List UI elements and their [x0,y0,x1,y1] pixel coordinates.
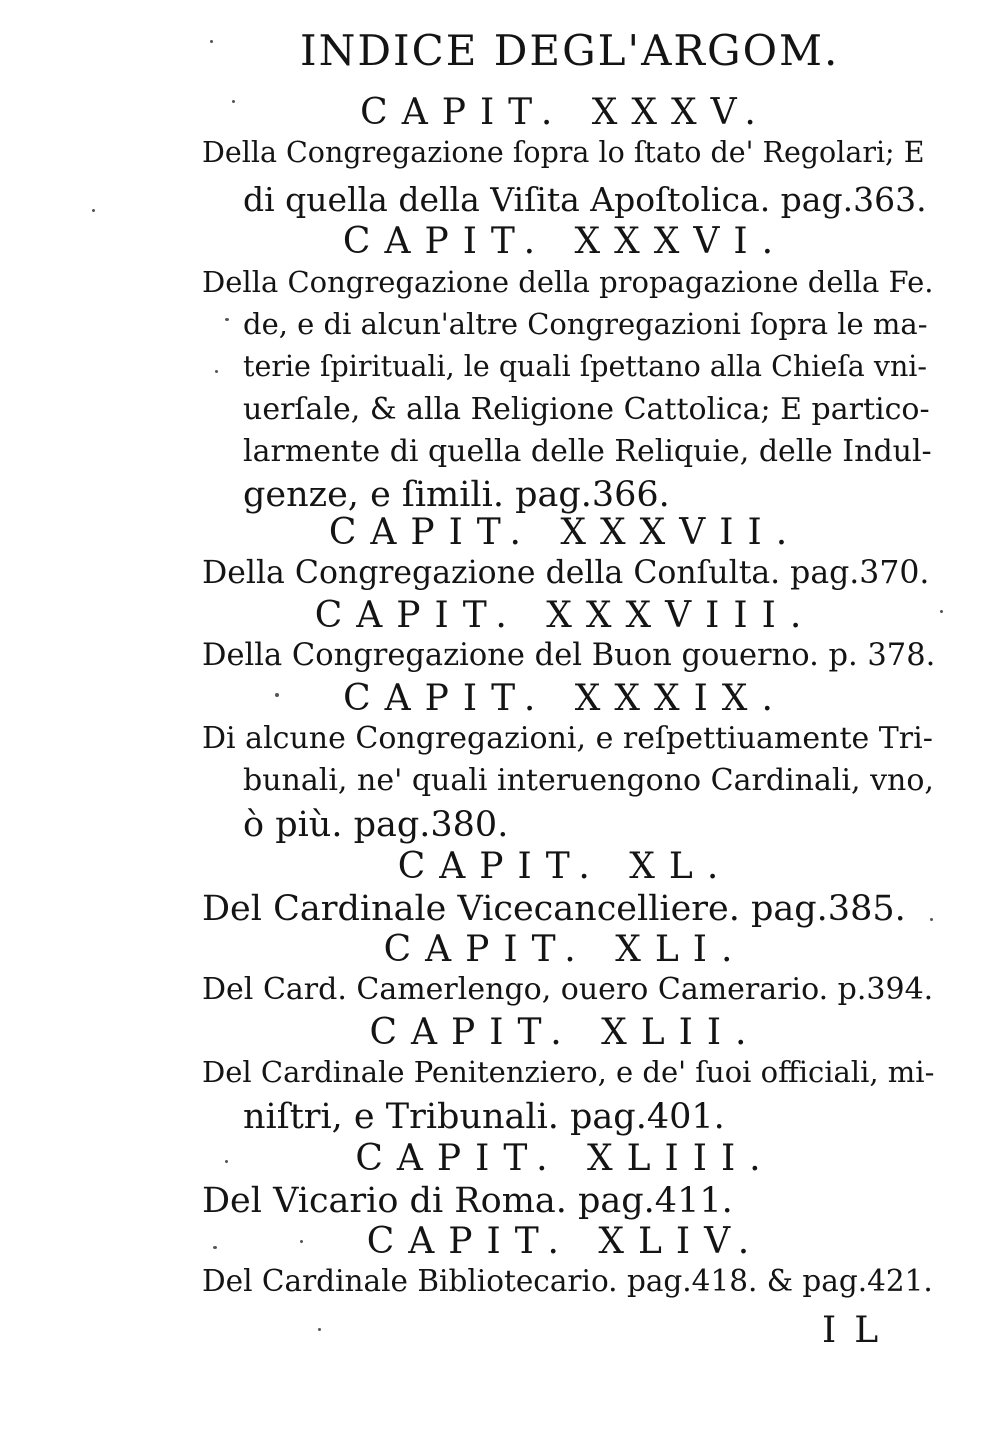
chapter-heading: CAPIT. XLII. [369,1012,761,1053]
entry-line: Del Card. Camerlengo, ouero Camerario. p.394. [202,972,934,1007]
ink-speck [318,1328,321,1331]
chapter-heading: CAPIT. XLIII. [355,1138,775,1179]
entry-line: bunali, ne' quali interuengono Cardinali, vno, [243,763,934,798]
ink-speck [940,610,943,613]
chapter-heading: CAPIT. XLI. [383,929,747,970]
entry-line: de, e di alcun'altre Congregazioni ſopra le ma- [243,307,928,341]
chapter-heading: CAPIT. XXXV. [360,92,770,133]
ink-speck [232,100,235,103]
entry-line: Della Congregazione del Buon gouerno. p. 378. [202,638,936,673]
entry-line: niſtri, e Tribunali. pag.401. [243,1097,725,1137]
catchword: IL [822,1310,897,1351]
entry-line: genze, e ſimili. pag.366. [243,475,670,515]
ink-speck [210,40,213,43]
entry-line: uerſale, & alla Religione Cattolica; E partico- [243,392,930,427]
entry-line: Del Cardinale Penitenziero, e de' ſuoi officiali, mi- [202,1055,935,1089]
chapter-heading: CAPIT. XL. [397,846,733,887]
chapter-heading: CAPIT. XLIV. [366,1221,764,1262]
entry-line: larmente di quella delle Reliquie, delle Indul- [243,434,932,469]
ink-speck [300,1240,303,1243]
entry-line: Della Congregazione della Conſulta. pag.370. [202,555,930,591]
entry-line: di quella della Viſita Apoſtolica. pag.363. [243,180,927,219]
ink-speck [930,918,933,921]
ink-speck [92,209,95,212]
entry-line: Del Cardinale Vicecancelliere. pag.385. [202,889,906,929]
chapter-heading: CAPIT. XXXVII. [328,512,802,553]
chapter-heading: CAPIT. XXXVI. [342,221,788,262]
ink-speck [275,693,279,697]
entry-line: Di alcune Congregazioni, e reſpettiuamente Tri- [202,721,933,756]
chapter-heading: CAPIT. XXXVIII. [314,595,816,636]
running-head: INDICE DEGL'ARGOM. [300,26,840,75]
entry-line: Del Cardinale Bibliotecario. pag.418. & pag.421. [202,1264,933,1298]
entry-line: terie ſpirituali, le quali ſpettano alla Chieſa vni- [243,350,928,383]
entry-line: Della Congregazione della propagazione della Fe. [202,265,934,299]
ink-speck [215,370,218,373]
entry-line: ò più. pag.380. [243,805,509,845]
ink-speck [225,318,229,321]
entry-line: Del Vicario di Roma. pag.411. [202,1181,733,1221]
ink-speck [225,1160,228,1163]
entry-line: Della Congregazione ſopra lo ſtato de' Regolari; E [202,136,925,169]
ink-speck [213,1246,217,1249]
chapter-heading: CAPIT. XXXIX. [343,678,787,719]
